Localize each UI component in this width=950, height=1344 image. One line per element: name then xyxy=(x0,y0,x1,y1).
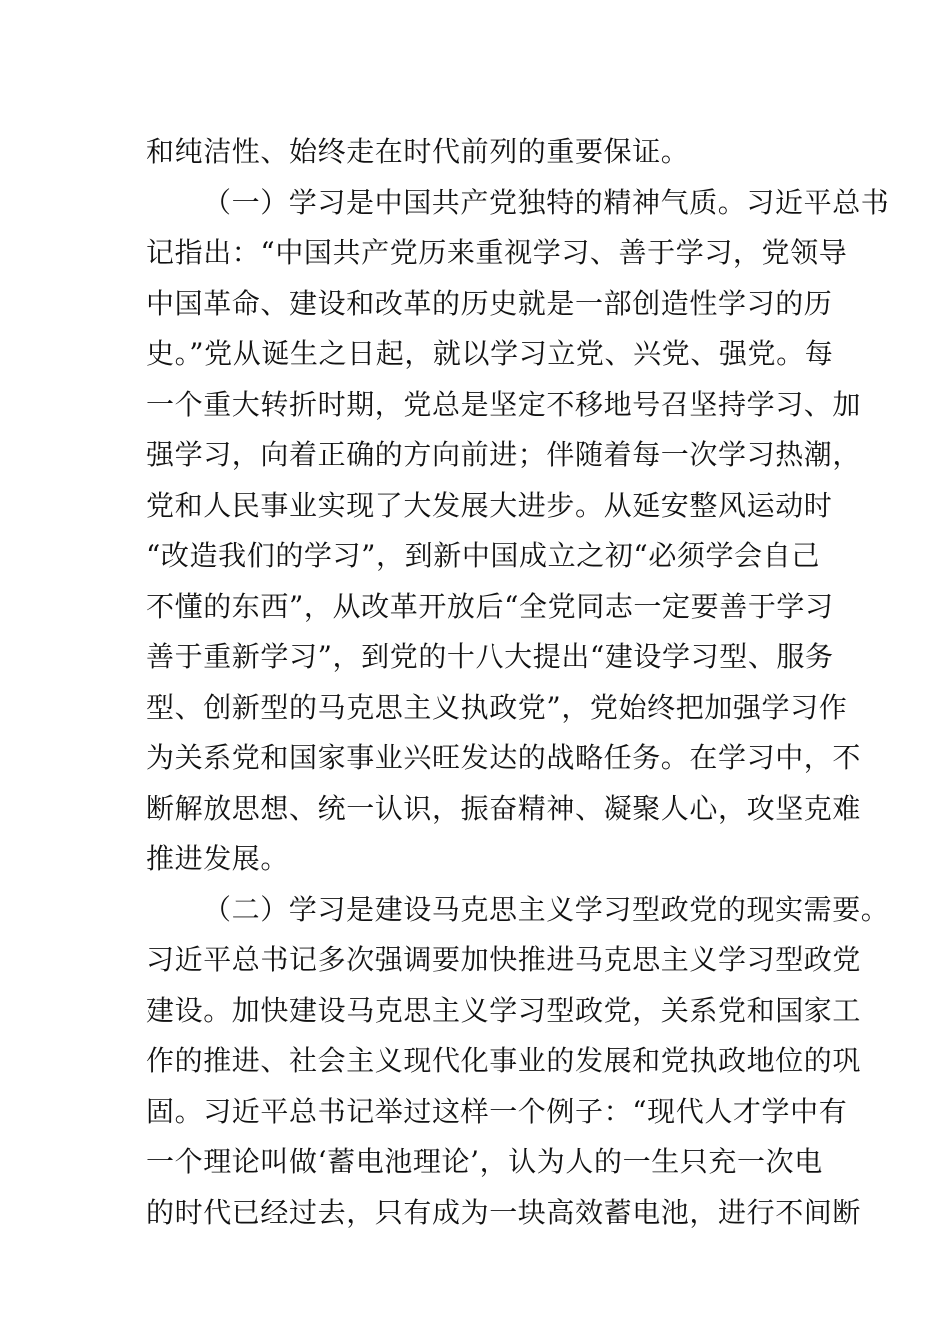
text-line: 推进发展。 xyxy=(146,842,290,875)
text-line: 中国革命、建设和改革的历史就是一部创造性学习的历 xyxy=(146,286,833,320)
text-line: 为关系党和国家事业兴旺发达的战略任务。在学习中，不 xyxy=(146,741,862,774)
document-body xyxy=(146,127,890,1238)
text-line: 断解放思想、统一认识，振奋精神、凝聚人心，攻坚克难 xyxy=(146,791,862,825)
text-line: 善于重新学习”，到党的十八大提出“建设学习型、服务 xyxy=(146,640,834,673)
text-line: 党和人民事业实现了大发展大进步。从延安整风运动时 xyxy=(146,488,833,522)
text-line: 建设。加快建设马克思主义学习型政党，关系党和国家工 xyxy=(146,993,862,1027)
paragraph-2-heading-line: （二）学习是建设马克思主义学习型政党的现实需要。 xyxy=(203,892,890,926)
text-line: 型、创新型的马克思主义执政党”，党始终把加强学习作 xyxy=(146,690,848,724)
text-line: 和纯洁性、始终走在时代前列的重要保证。 xyxy=(146,135,690,168)
text-line: 史。”党从诞生之日起，就以学习立党、兴党、强党。每 xyxy=(146,337,834,370)
text-line: 一个重大转折时期，党总是坚定不移地号召坚持学习、加 xyxy=(146,387,862,421)
text-line: 的时代已经过去，只有成为一块高效蓄电池，进行不间断 xyxy=(146,1195,862,1229)
text-line: 一个理论叫做‘蓄电池理论’，认为人的一生只充一次电 xyxy=(146,1145,823,1178)
text-line: 作的推进、社会主义现代化事业的发展和党执政地位的巩 xyxy=(146,1044,862,1077)
paragraph-1-heading-line: （一）学习是中国共产党独特的精神气质。习近平总书 xyxy=(203,185,890,219)
text-line: 习近平总书记多次强调要加快推进马克思主义学习型政党 xyxy=(146,943,862,976)
text-line: 不懂的东西”，从改革开放后“全党同志一定要善于学习 xyxy=(146,589,834,623)
text-line: 强学习，向着正确的方向前进；伴随着每一次学习热潮， xyxy=(146,438,862,471)
text-line: “改造我们的学习”，到新中国成立之初“必须学会自己 xyxy=(146,539,820,572)
text-line: 记指出：“中国共产党历来重视学习、善于学习，党领导 xyxy=(146,236,848,269)
text-line: 固。习近平总书记举过这样一个例子：“现代人才学中有 xyxy=(146,1094,848,1128)
